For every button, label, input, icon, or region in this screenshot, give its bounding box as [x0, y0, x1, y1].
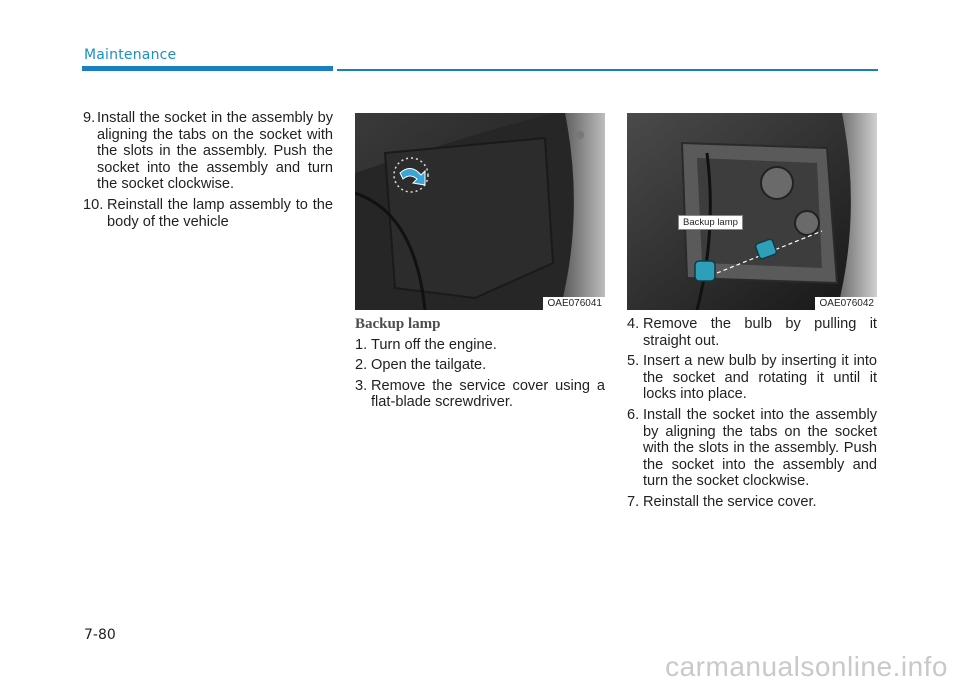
- figure-code: OAE076042: [815, 297, 878, 310]
- item-text: Remove the service cover using a flat-blade screwdriver.: [371, 377, 605, 411]
- item-number: 9.: [83, 110, 96, 126]
- list-item: [627, 353, 877, 403]
- item-text: Insert a new bulb by inserting it into the socket and rotating it until it locks into place.: [643, 353, 877, 403]
- column-middle: [355, 316, 605, 415]
- watermark: carmanualsonline.info: [665, 651, 948, 682]
- item-number: 10.: [83, 196, 104, 213]
- list-item: [627, 494, 877, 511]
- item-number: 4.: [627, 316, 640, 332]
- item-number: 3.: [355, 377, 368, 394]
- item-number: 5.: [627, 353, 640, 370]
- list-item: [355, 337, 605, 354]
- item-number: 2.: [355, 357, 368, 374]
- section-heading: Backup lamp: [355, 316, 441, 332]
- item-text: Install the socket into the assembly by aligning the tabs on the socket with the slots in the assembly. Push the socket into the assembly and turn the socket clockwise.: [643, 406, 877, 490]
- backup-lamp-illustration: [627, 113, 877, 310]
- service-cover-illustration: [355, 113, 605, 310]
- item-text: Remove the bulb by pulling it straight out.: [643, 316, 877, 349]
- list-item: [627, 316, 877, 349]
- item-text: Turn off the engine.: [371, 336, 497, 353]
- item-text: Reinstall the service cover.: [643, 493, 817, 510]
- header-rule-thick: [82, 66, 333, 71]
- list-item: [83, 197, 333, 230]
- column-left: [83, 110, 333, 234]
- list-item: [627, 407, 877, 490]
- list-item: [355, 357, 605, 374]
- page-number: 7-80: [84, 627, 116, 643]
- section-title: Maintenance: [84, 47, 177, 63]
- list-item: [355, 378, 605, 411]
- figure-backup-lamp-photo: [627, 113, 877, 310]
- item-text: Open the tailgate.: [371, 357, 487, 374]
- item-number: 1.: [355, 336, 368, 353]
- item-number: 7.: [627, 493, 640, 510]
- figure-service-cover-photo: [355, 113, 605, 310]
- header-rule-thin: [337, 69, 878, 71]
- backup-lamp-callout: Backup lamp: [678, 215, 743, 230]
- item-text: Reinstall the lamp assembly to the body of the vehicle: [107, 196, 333, 230]
- figure-code: OAE076041: [543, 297, 606, 310]
- list-item: [83, 110, 333, 193]
- item-text: Install the socket in the assembly by aligning the tabs on the socket with the slots in the assembly. Push the socket into the assembly and turn the socket clockwise.: [97, 110, 333, 193]
- column-right: [627, 316, 877, 515]
- item-number: 6.: [627, 406, 640, 423]
